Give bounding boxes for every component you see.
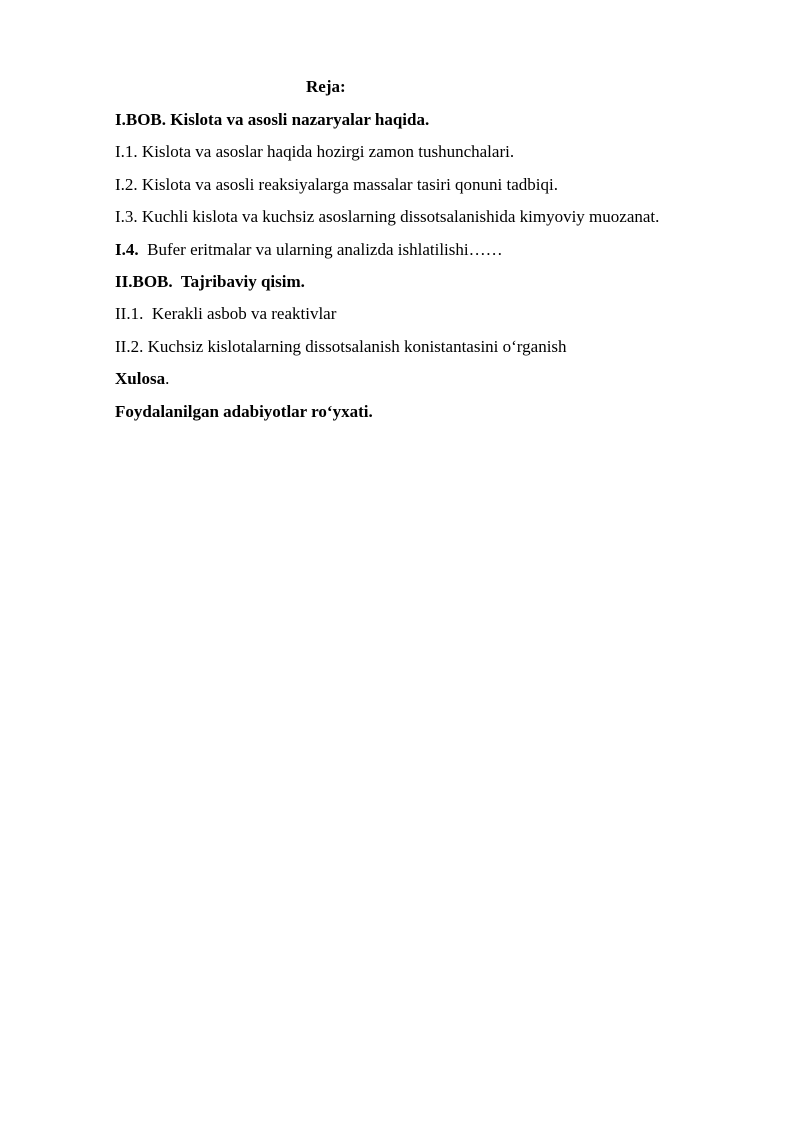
toc-item-1-1: I.1. Kislota va asoslar haqida hozirgi zamon tushunchalari. (115, 142, 515, 162)
toc-item-chapter-1: I.BOB. Kislota va asosli nazaryalar haqida. (115, 110, 430, 129)
toc-item-1-3: I.3. Kuchli kislota va kuchsiz asoslarning dissotsalanishida kimyoviy muozanat. (115, 207, 660, 227)
toc-item-references: Foydalanilgan adabiyotlar ro‘yxati. (115, 401, 373, 421)
toc-item-conclusion-text: Xulosa (115, 369, 166, 389)
table-of-contents (115, 110, 755, 434)
toc-item-chapter-2: II.BOB. Tajribaviy qisim. (115, 271, 305, 291)
toc-item-1-4 (115, 240, 755, 272)
toc-item-2-2: II.2. Kuchsiz kislotalarning dissotsalanish konistantasini o‘rganish (115, 336, 567, 356)
toc-item-2-1: II.1. Kerakli asbob va reaktivlar (115, 304, 337, 324)
toc-item-1-4-number: I.4. (115, 239, 139, 259)
toc-item-conclusion-period: . (165, 369, 170, 389)
page-title: Reja: (306, 77, 346, 96)
toc-item-1-4-text: Bufer eritmalar va ularning analizda ishlatilishi…… (138, 239, 503, 259)
toc-item-conclusion (115, 369, 755, 401)
toc-item-1-2: I.2. Kislota va asosli reaksiyalarga massalar tasiri qonuni tadbiqi. (115, 174, 558, 194)
